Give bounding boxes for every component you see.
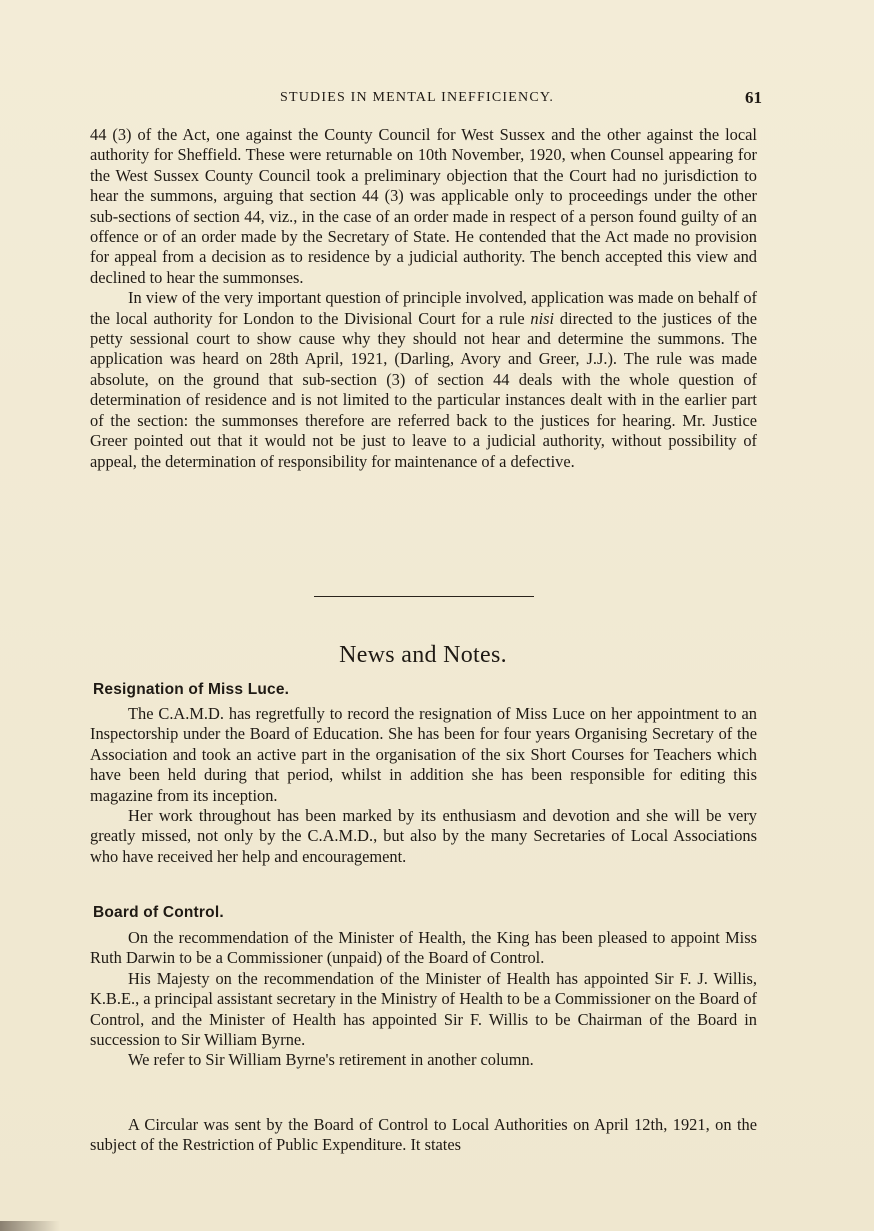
text-run: directed to the justices of the petty sessional court to show cause why they should not hear and determine the summons. The application was heard on 28th April, 1921, (Darling, Avory and Greer, J.J.). The rule was made absolute, on the ground that sub-section (3) of section 44 deals with the whole question of determination of residence and is not limited to the particular instances dealt with in the earlier part of the section: the summonses therefore are referred back to the justices for hearing. Mr. Justice Greer pointed out that it would not be just to leave to a judicial authority, without possibility of appeal, the determination of responsibility for maintenance of a defective.	[90, 308, 757, 471]
page-header	[90, 88, 766, 112]
paragraph: On the recommendation of the Minister of Health, the King has been pleased to appoint Miss Ruth Darwin to be a Commissioner (unpaid) of the Board of Control.	[90, 928, 757, 968]
section-title: News and Notes.	[339, 642, 507, 668]
continued-article-text	[90, 125, 757, 472]
paragraph: His Majesty on the recommendation of the Minister of Health has appointed Sir F. J. Willis, K.B.E., a principal assistant secretary in the Ministry of Health to be a Commissioner on the Board of Control, and the Minister of Health has appointed Sir F. Willis to be Chairman of the Board in succession to Sir William Byrne.	[90, 968, 757, 1050]
subheading-board-of-control: Board of Control.	[93, 904, 224, 921]
paragraph: We refer to Sir William Byrne's retirement in another column.	[128, 1050, 534, 1070]
subheading-resignation: Resignation of Miss Luce.	[93, 681, 290, 698]
paragraph: The C.A.M.D. has regretfully to record the resignation of Miss Luce on her appointment to an Inspectorship under the Board of Education. She has been for four years Organising Secretary of the Association and took an active part in the organisation of the six Short Courses for Teachers which have been held during that period, whilst in addition she has been responsible for editing this magazine from its inception.	[90, 704, 757, 805]
board-of-control-text	[90, 928, 757, 1071]
paragraph: A Circular was sent by the Board of Control to Local Authorities on April 12th, 1921, on the subject of the Restriction of Public Expenditure. It states	[90, 1115, 757, 1155]
running-head: STUDIES IN MENTAL INEFFICIENCY.	[280, 90, 555, 105]
paragraph: 44 (3) of the Act, one against the County Council for West Sussex and the other against the local authority for Sheffield. These were returnable on 10th November, 1920, when Counsel appearing for the West Sussex County Council took a preliminary objection that the Court had no jurisdiction to hear the summons, arguing that section 44 (3) was applicable only to proceedings under the other sub-sections of section 44, viz., in the case of an order made in respect of a person found guilty of an offence or of an order made by the Secretary of State. He contended that the Act made no provision for appeal from a decision as to residence by a judicial authority. The bench accepted this view and declined to hear the summonses.	[90, 125, 757, 287]
italic-term: nisi	[530, 308, 555, 328]
page-number: 61	[745, 88, 762, 107]
text-run: In view of the very important question of principle involved, application was made on behalf of the local authority for London to the Divisional Court for a rule	[90, 288, 757, 328]
circular-text	[90, 1115, 757, 1156]
paragraph: Her work throughout has been marked by its enthusiasm and devotion and she will be very greatly missed, not only by the C.A.M.D., but also by the many Secretaries of Local Associations who have received her help and encouragement.	[90, 806, 757, 866]
paragraph	[90, 288, 757, 472]
page-edge-shadow	[0, 1221, 60, 1231]
resignation-text	[90, 704, 757, 867]
section-divider	[314, 596, 534, 597]
